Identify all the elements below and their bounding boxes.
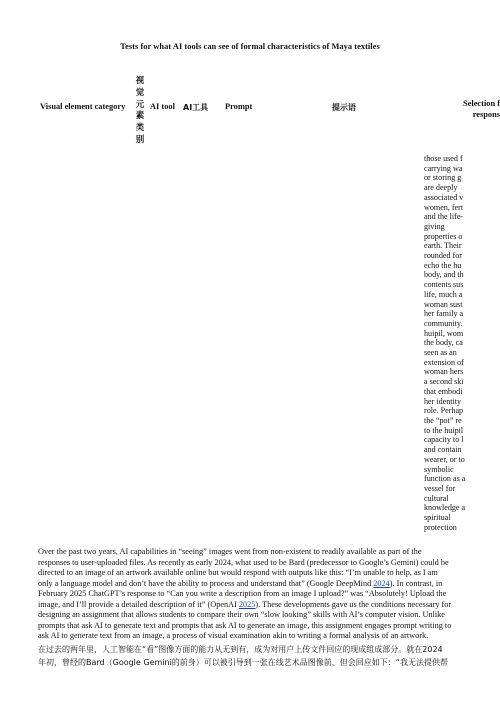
response-line: protection <box>424 522 457 532</box>
paragraph-line: Over the past two years, AI capabilities in “seeing” images went from non-existent to readily available as part of the <box>38 547 422 556</box>
response-line: echo the hu <box>424 260 462 270</box>
header-cn-char: 素 <box>135 111 145 122</box>
table-caption: Tests for what AI tools can see of formal characteristics of Maya textiles <box>120 42 380 51</box>
citation-link-google-deepmind[interactable]: 2024 <box>373 578 390 588</box>
response-line: and the life- <box>424 212 464 222</box>
response-line: capacity to l <box>424 435 464 445</box>
paragraph-line <box>38 600 465 611</box>
response-line: symbolic <box>424 464 454 474</box>
response-line: a second ski <box>424 377 464 387</box>
header-ai-tool: AI tool <box>150 102 175 111</box>
response-line: women, fert <box>424 202 464 212</box>
response-line: the “pot” re <box>424 415 462 425</box>
response-line: vessel for <box>424 483 456 493</box>
response-line: giving <box>424 221 445 231</box>
paragraph-text: only a language model and don’t have the ability to process and understand that” (Google DeepMind <box>38 578 374 588</box>
response-line: huipil, wom <box>424 328 464 338</box>
response-line: or storing g <box>424 173 462 183</box>
paragraph-line: designing an assignment that allows students to compare their own “slow looking” skills with AI’s computer vision. Unlike <box>38 610 445 619</box>
header-prompt-cn: 提示语 <box>332 103 356 112</box>
response-line: wearer, or to <box>424 454 465 464</box>
header-cn-char: 觉 <box>135 87 145 98</box>
header-cn-char: 视 <box>135 76 145 86</box>
chinese-paragraph-line: 在过去的两年里，人工智能在“看”图像方面的能力从无到有，成为对用户上传文件回应的现成组成部分。就在2024 <box>38 645 443 654</box>
response-line: extension of <box>424 357 464 367</box>
response-line: are deeply <box>424 183 458 193</box>
citation-link-openai[interactable]: 2025 <box>238 599 256 609</box>
response-line: that embodi <box>424 386 463 396</box>
chinese-paragraph-line: 年初，曾经的Bard（Google Gemini的前身）可以被引导到一张在线艺术品图像前，但会回应如下：“我无法提供帮 <box>38 657 448 667</box>
paragraph-line: directed to an image of an artwork available online but would respond with outputs like this: “I’m unable to help, as I am <box>38 568 438 577</box>
response-line: those used f <box>424 154 463 163</box>
response-line: role. Perhap <box>424 406 464 416</box>
header-cn-char: 类 <box>135 123 145 134</box>
selection-response-cell <box>424 154 500 534</box>
header-ai-tool-cn: AI工具 <box>183 103 209 112</box>
response-line: community. <box>424 318 463 328</box>
chinese-paragraph <box>38 644 465 669</box>
header-visual-element-category-cn <box>134 76 146 147</box>
response-line: life, much a <box>424 289 463 299</box>
response-line: her identity <box>424 396 462 406</box>
paragraph-text: ). These developments gave us the conditions necessary for <box>255 599 452 609</box>
response-line: to the huipil <box>424 425 464 435</box>
header-cn-char: 别 <box>135 134 145 145</box>
paragraph-text: ). In contrast, in <box>389 578 443 588</box>
paragraph-line: February 2025 ChatGPT’s response to “Can you write a description from an image I upload?” was “Absolutely! Upload the <box>38 589 447 598</box>
response-line: her family a <box>424 309 464 319</box>
response-line: properties o <box>424 231 463 241</box>
paragraph-line <box>38 579 465 590</box>
response-line: associated v <box>424 192 464 202</box>
header-selection-line: respons <box>472 110 500 119</box>
response-line: earth. Their <box>424 241 462 251</box>
response-line: woman sust <box>424 299 463 309</box>
response-line: woman hers <box>424 367 464 377</box>
body-paragraph <box>38 547 465 642</box>
response-line: knowledge a <box>424 503 466 513</box>
header-cn-char: 元 <box>135 99 145 110</box>
response-line: seen as an <box>424 348 457 358</box>
response-line: body, and th <box>424 270 464 280</box>
header-visual-element-category: Visual element category <box>40 102 126 111</box>
response-line: function as a <box>424 474 466 484</box>
response-line: rounded for <box>424 251 462 261</box>
paragraph-text: image, and I’ll provide a detailed description of it” (OpenAI <box>38 599 239 609</box>
paragraph-line: prompts that ask AI to generate text and prompts that ask AI to generate an image, this assignment engages prompt writing to <box>38 620 452 630</box>
header-selection-response <box>424 98 500 120</box>
paragraph-line: responses to user-uploaded files. As recently as early 2024, what used to be Bard (predecessor to Google’s Gemini) could be <box>38 557 449 567</box>
header-selection-line: Selection f <box>463 99 500 108</box>
response-line: contents sus <box>424 280 464 290</box>
response-line: the body, ca <box>424 338 463 348</box>
paragraph-line: ask AI to generate text from an image, a process of visual examination akin to writing a formal analysis of an artwork. <box>38 631 429 640</box>
response-line: carrying wa <box>424 163 463 173</box>
header-prompt: Prompt <box>225 102 253 111</box>
response-line: spiritual <box>424 513 451 523</box>
response-line: and contain <box>424 445 462 455</box>
response-line: cultural <box>424 493 449 503</box>
